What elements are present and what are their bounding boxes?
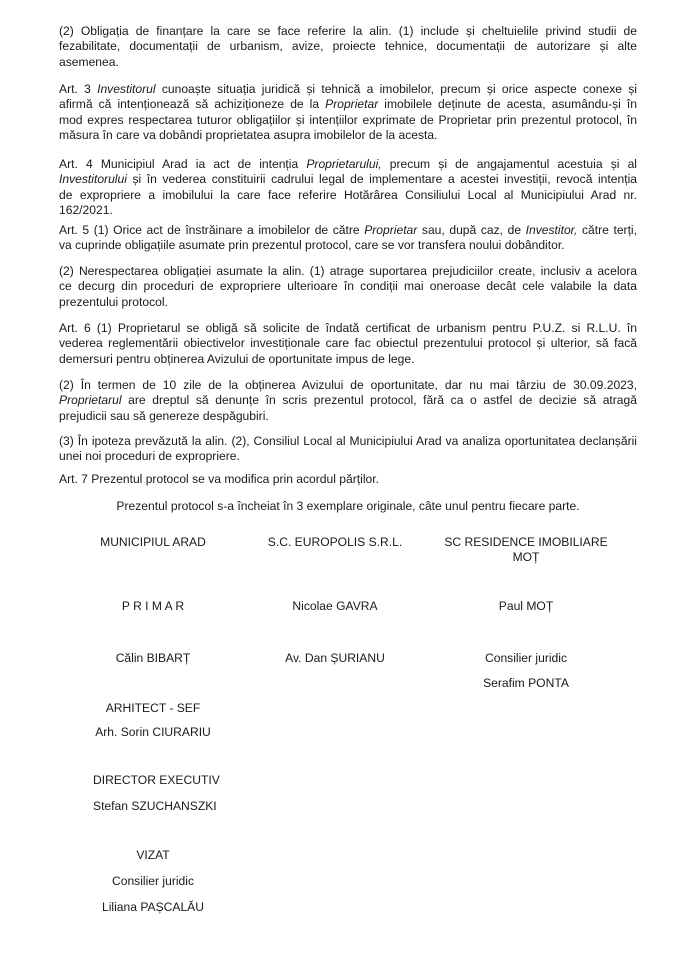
paragraph-art-7 bbox=[59, 472, 637, 487]
signature-name-mot: Paul MOȚ bbox=[498, 599, 554, 613]
paragraph-art-3 bbox=[59, 82, 637, 144]
text-line: unei noi proceduri de expropriere. bbox=[59, 449, 240, 464]
paragraph-financing-obligation bbox=[59, 24, 637, 70]
text-line: ce decurg din proceduri de expropriere ulterioare în condiții mai oneroase decât cele valabile la data bbox=[59, 279, 637, 294]
signature-role-director: DIRECTOR EXECUTIV bbox=[93, 773, 220, 787]
signature-entity-europolis: S.C. EUROPOLIS S.R.L. bbox=[267, 535, 403, 549]
signature-name-ponta: Serafim PONTA bbox=[483, 676, 569, 690]
signature-role-primar: P R I M A R bbox=[121, 599, 185, 613]
text-line: fezabilitate, documentații de urbanism, avize, proiecte tehnice, documentații de autorizare și alte bbox=[59, 39, 637, 54]
text-line: (2) În termen de 10 zile de la obținerea Avizului de oportunitate, dar nu mai târziu de 30.09.2023, bbox=[59, 378, 637, 392]
text-line: măsura în care va dobândi proprietatea asupra imobilelor de la acesta. bbox=[59, 128, 438, 143]
text-line: va cuprinde obligațiile asumate prin prezentul protocol, care se vor transfera noului dobânditor. bbox=[59, 238, 565, 253]
entity-line: MOȚ bbox=[512, 550, 540, 565]
signature-role-vizat-consilier: Consilier juridic bbox=[112, 874, 194, 888]
signature-role-consilier: Consilier juridic bbox=[485, 651, 567, 665]
text-line: demersuri pentru obținerea Avizului de oportunitate impus de lege. bbox=[59, 351, 415, 366]
signature-role-arhitect: ARHITECT - SEF bbox=[105, 701, 201, 715]
text-line: Art. 3 Investitorul cunoaște situația juridică și tehnică a imobilelor, precum și orice aspecte conexe și bbox=[59, 82, 637, 96]
signature-entity-municipiul-arad: MUNICIPIUL ARAD bbox=[100, 535, 206, 549]
text-line: mod expres respectarea tuturor obligațiilor și intențiilor exprimate de Proprietar prin prezentul protocol, în bbox=[59, 112, 637, 127]
text-line: de expropriere a imobilului la care face referire Hotărârea Consiliului Local al Municipiului Arad nr. bbox=[59, 187, 637, 202]
text-line: Art. 7 Prezentul protocol se va modifica prin acordul părților. bbox=[59, 472, 379, 486]
signature-name-gavra: Nicolae GAVRA bbox=[292, 599, 378, 613]
text-line: afirmă că intenționează să achiziționeze de la Proprietar imobilele deținute de acesta, asumându-și în bbox=[59, 97, 637, 112]
paragraph-art-5 bbox=[59, 223, 637, 254]
entity-line: SC RESIDENCE IMOBILIARE bbox=[444, 535, 608, 549]
closing-statement: Prezentul protocol s-a încheiat în 3 exemplare originale, câte unul pentru fiecare parte. bbox=[116, 499, 580, 513]
signature-entity-residence bbox=[431, 535, 621, 566]
signature-name-pascalau: Liliana PAȘCALĂU bbox=[102, 900, 204, 914]
paragraph-art-5-2 bbox=[59, 264, 637, 310]
text-line: Investitorului și în vederea constituirii cadrului legal de implementare a acestei investiții, revocă intenția bbox=[59, 172, 637, 187]
text-line: (2) Nerespectarea obligației asumate la alin. (1) atrage suportarea prejudiciilor create, inclusiv a acelora bbox=[59, 264, 637, 278]
text-line: 162/2021. bbox=[59, 203, 113, 218]
text-line: (3) În ipoteza prevăzută la alin. (2), Consiliul Local al Municipiului Arad va analiza oportunitatea declanșării bbox=[59, 434, 637, 448]
text-line: Art. 6 (1) Proprietarul se obligă să solicite de îndată certificat de urbanism pentru P.U.Z. si R.L.U. în bbox=[59, 321, 637, 335]
text-line: Proprietarul are dreptul să denunțe în scris prezentul protocol, fără ca o astfel de decizie să atragă bbox=[59, 393, 637, 408]
paragraph-art-6-3 bbox=[59, 434, 637, 465]
signature-vizat: VIZAT bbox=[136, 848, 170, 862]
paragraph-art-4 bbox=[59, 157, 637, 219]
text-line: Art. 5 (1) Orice act de înstrăinare a imobilelor de către Proprietar sau, după caz, de Investitor, către terți, bbox=[59, 223, 637, 237]
signature-name-ciurariu: Arh. Sorin CIURARIU bbox=[95, 725, 211, 739]
text-line: vederea reglementării obiectivelor investiționale care fac obiectul prezentului protocol și ulterior, să facă bbox=[59, 336, 637, 351]
signature-name-bibart: Călin BIBARȚ bbox=[115, 651, 191, 665]
text-line: asemenea. bbox=[59, 54, 119, 69]
text-line: prejudicii sau să genereze despăgubiri. bbox=[59, 408, 269, 423]
text-line: Art. 4 Municipiul Arad ia act de intenția Proprietarului, precum și de angajamentul acestuia și al bbox=[59, 157, 637, 171]
text-line: (2) Obligația de finanțare la care se face referire la alin. (1) include și cheltuielile privind studii de bbox=[59, 24, 637, 38]
paragraph-art-6-2 bbox=[59, 378, 637, 424]
paragraph-art-6 bbox=[59, 321, 637, 367]
signature-name-szuchanszki: Stefan SZUCHANSZKI bbox=[93, 799, 217, 813]
signature-name-surianu: Av. Dan ȘURIANU bbox=[285, 651, 385, 665]
text-line: prezentului protocol. bbox=[59, 294, 168, 309]
